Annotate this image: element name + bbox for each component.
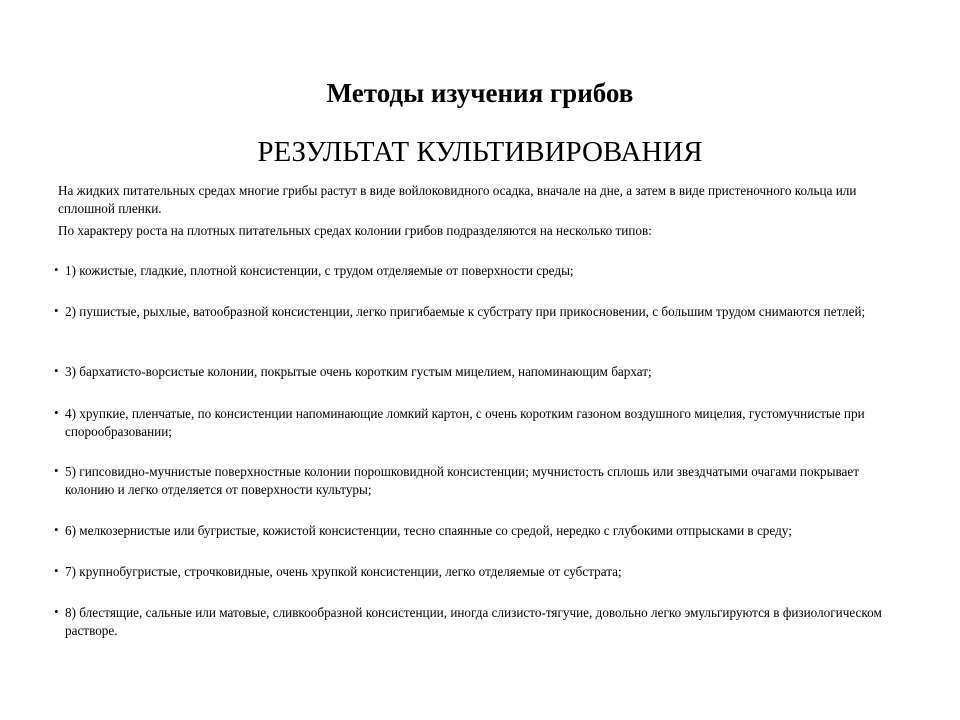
list-item [54, 405, 888, 441]
list-item-text: 2) пушистые, рыхлые, ватообразной консистенции, легко пригибаемые к субстрату при прикосновении, с большим трудом снимаются петлей; [65, 304, 866, 319]
list-item [54, 303, 888, 321]
list-item-text: 7) крупнобугристые, строчковидные, очень хрупкой консистенции, легко отделяемые от субстрата; [65, 564, 622, 579]
list-item [54, 363, 888, 381]
list-item-text: 3) бархатисто-ворсистые колонии, покрытые очень коротким густым мицелием, напоминающим бархат; [65, 364, 652, 379]
list-item [54, 563, 888, 581]
bullet-icon: • [54, 522, 59, 537]
bullet-icon: • [54, 262, 59, 277]
intro-text [58, 182, 888, 240]
list-item-text: 1) кожистые, гладкие, плотной консистенции, с трудом отделяемые от поверхности среды; [65, 263, 574, 278]
bullet-icon: • [54, 363, 59, 378]
list-item [54, 463, 888, 499]
bullet-icon: • [54, 405, 59, 420]
list-item [54, 522, 888, 540]
list-item-text: 8) блестящие, сальные или матовые, сливкообразной консистенции, иногда слизисто-тягучие, довольно легко эмульгируются в физиологическом растворе. [65, 605, 882, 638]
intro-paragraph: На жидких питательных средах многие грибы растут в виде войлоковидного осадка, вначале на дне, а затем в виде пристеночного кольца или сплошной пленки. [58, 183, 857, 216]
bullet-icon: • [54, 604, 59, 619]
list-item [54, 262, 888, 280]
slide-subtitle: РЕЗУЛЬТАТ КУЛЬТИВИРОВАНИЯ [257, 136, 703, 168]
bullet-icon: • [54, 303, 59, 318]
bullet-icon: • [54, 563, 59, 578]
bullet-icon: • [54, 463, 59, 478]
list-item-text: 5) гипсовидно-мучнистые поверхностные колонии порошковидной консистенции; мучнистость сплошь или звездчатыми очагами покрывает колонию и легко отделяется от поверхности культуры; [65, 464, 859, 497]
list-item-text: 6) мелкозернистые или бугристые, кожистой консистенции, тесно спаянные со средой, нередко с глубокими отпрысками в среду; [65, 523, 792, 538]
slide-title: Методы изучения грибов [326, 78, 634, 108]
intro-paragraph: По характеру роста на плотных питательных средах колонии грибов подразделяются на несколько типов: [58, 223, 652, 238]
list-item [54, 604, 888, 640]
list-item-text: 4) хрупкие, пленчатые, по консистенции напоминающие ломкий картон, с очень коротким газоном воздушного мицелия, густомучнистые при спорообразовании; [65, 406, 865, 439]
